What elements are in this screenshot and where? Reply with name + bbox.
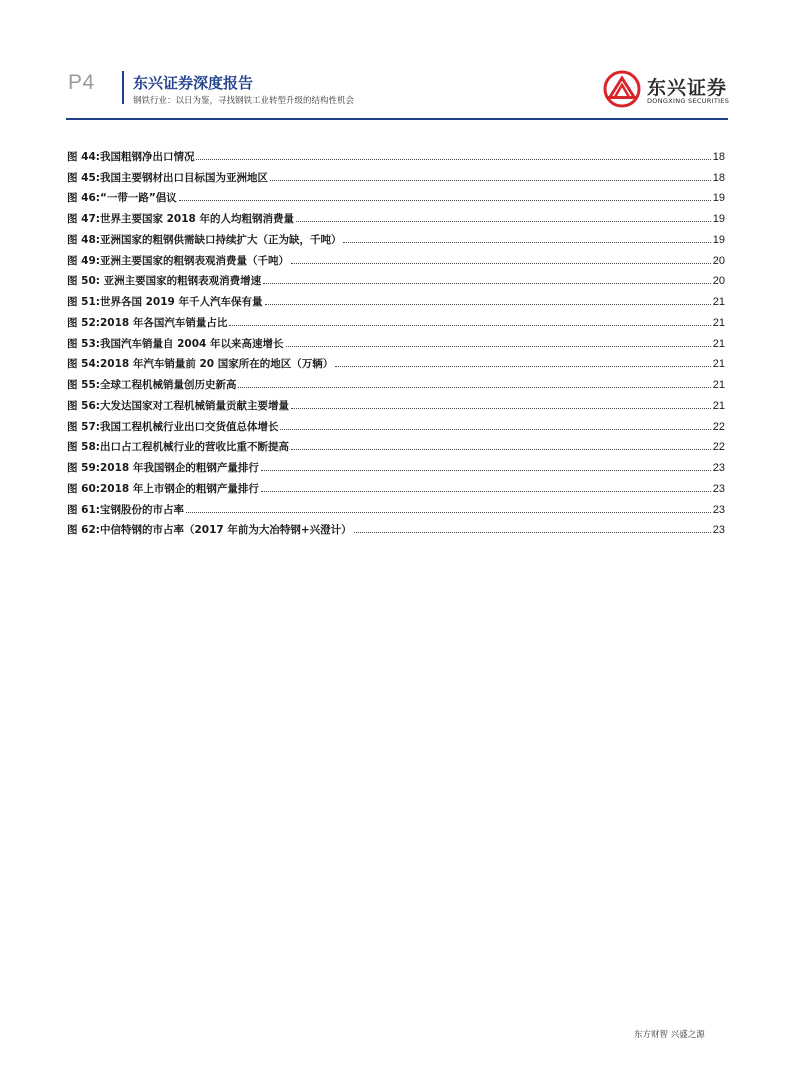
report-subtitle: 钢铁行业：以日为鉴，寻找钢铁工业转型升级的结构性机会 [133, 96, 355, 106]
toc-entry-page: 19 [712, 213, 725, 225]
toc-entry-page: 22 [712, 441, 725, 454]
toc-entry-page: 23 [712, 462, 725, 474]
toc-entry-label: 图 52:2018 年各国汽车销量占比 [67, 316, 228, 329]
toc-entry-label: 图 48:亚洲国家的粗钢供需缺口持续扩大（正为缺，千吨） [67, 233, 342, 246]
toc-entry-label: 图 46:“一带一路”倡议 [67, 192, 177, 205]
toc-entry-page: 19 [712, 192, 725, 205]
toc-entry-label: 图 61:宝钢股份的市占率 [67, 503, 184, 516]
toc-entry-page: 23 [712, 524, 725, 537]
toc-entry-label: 图 59:2018 年我国钢企的粗钢产量排行 [67, 462, 259, 474]
toc-leader-dots [270, 180, 711, 181]
toc-leader-dots [291, 263, 711, 264]
toc-leader-dots [286, 346, 711, 347]
toc-entry[interactable] [67, 164, 725, 185]
toc-entry-page: 21 [712, 379, 725, 391]
toc-entry-page: 18 [712, 150, 725, 163]
toc-entry[interactable] [67, 143, 725, 164]
toc-entry-page: 21 [712, 337, 725, 350]
figure-list [67, 143, 725, 537]
report-title: 东兴证券深度报告 [133, 74, 254, 92]
toc-entry-label: 图 47:世界主要国家 2018 年的人均粗钢消费量 [67, 213, 295, 225]
toc-entry-label: 图 62:中信特钢的市占率（2017 年前为大冶特钢+兴澄计） [67, 524, 352, 537]
toc-entry-page: 21 [712, 316, 725, 329]
toc-entry[interactable] [67, 288, 725, 309]
toc-entry-page: 23 [712, 503, 725, 516]
toc-leader-dots [196, 159, 710, 160]
toc-entry-label: 图 56:大发达国家对工程机械销量贡献主要增量 [67, 399, 289, 412]
toc-entry-label: 图 49:亚洲主要国家的粗钢表观消费量（千吨） [67, 254, 289, 267]
toc-leader-dots [265, 304, 711, 305]
dongxing-logo-icon [603, 70, 643, 108]
toc-leader-dots [291, 449, 711, 450]
page-number: P4 [68, 71, 95, 94]
toc-entry-page: 21 [712, 358, 725, 371]
toc-entry-page: 23 [712, 482, 725, 495]
toc-entry-label: 图 60:2018 年上市钢企的粗钢产量排行 [67, 482, 259, 495]
toc-leader-dots [354, 532, 711, 533]
toc-entry-page: 21 [712, 296, 725, 308]
toc-leader-dots [238, 387, 710, 388]
toc-entry-label: 图 50: 亚洲主要国家的粗钢表观消费增速 [67, 275, 262, 288]
footer-slogan: 东方财智 兴盛之源 [634, 1030, 705, 1040]
toc-entry-label: 图 54:2018 年汽车销量前 20 国家所在的地区（万辆） [67, 358, 334, 371]
toc-entry-page: 22 [712, 420, 725, 433]
toc-entry[interactable] [67, 330, 725, 351]
toc-entry[interactable] [67, 309, 725, 330]
company-logo [603, 70, 733, 110]
toc-entry[interactable] [67, 247, 725, 268]
toc-entry[interactable] [67, 185, 725, 206]
toc-entry[interactable] [67, 413, 725, 434]
toc-leader-dots [335, 366, 710, 367]
toc-entry-label: 图 55:全球工程机械销量创历史新高 [67, 379, 237, 391]
toc-entry[interactable] [67, 268, 725, 289]
toc-leader-dots [261, 470, 711, 471]
toc-entry-label: 图 45:我国主要钢材出口目标国为亚洲地区 [67, 171, 268, 184]
toc-entry[interactable] [67, 454, 725, 475]
toc-entry-page: 20 [712, 254, 725, 267]
toc-entry-label: 图 51:世界各国 2019 年千人汽车保有量 [67, 296, 263, 308]
toc-entry[interactable] [67, 517, 725, 538]
logo-english: DONGXING SECURITIES [647, 97, 730, 105]
toc-entry[interactable] [67, 226, 725, 247]
toc-entry[interactable] [67, 392, 725, 413]
toc-entry[interactable] [67, 496, 725, 517]
toc-entry-label: 图 58:出口占工程机械行业的营收比重不断提高 [67, 441, 289, 454]
toc-entry-page: 19 [712, 233, 725, 246]
toc-entry[interactable] [67, 351, 725, 372]
toc-leader-dots [263, 283, 711, 284]
toc-entry-label: 图 57:我国工程机械行业出口交货值总体增长 [67, 420, 279, 433]
toc-leader-dots [186, 512, 711, 513]
toc-entry[interactable] [67, 205, 725, 226]
toc-entry[interactable] [67, 371, 725, 392]
toc-leader-dots [280, 429, 710, 430]
header-rule [66, 118, 728, 120]
toc-entry-label: 图 53:我国汽车销量自 2004 年以来高速增长 [67, 337, 284, 350]
toc-leader-dots [179, 200, 711, 201]
toc-leader-dots [291, 408, 711, 409]
toc-entry-page: 18 [712, 171, 725, 184]
toc-entry[interactable] [67, 475, 725, 496]
toc-entry-page: 21 [712, 399, 725, 412]
toc-entry-page: 20 [712, 275, 725, 288]
toc-leader-dots [261, 491, 711, 492]
toc-leader-dots [343, 242, 710, 243]
toc-entry[interactable] [67, 434, 725, 455]
toc-leader-dots [229, 325, 710, 326]
logo-name: 东兴证券 [647, 77, 728, 99]
toc-entry-label: 图 44:我国粗钢净出口情况 [67, 150, 195, 163]
toc-leader-dots [296, 221, 711, 222]
header-divider [122, 71, 124, 104]
